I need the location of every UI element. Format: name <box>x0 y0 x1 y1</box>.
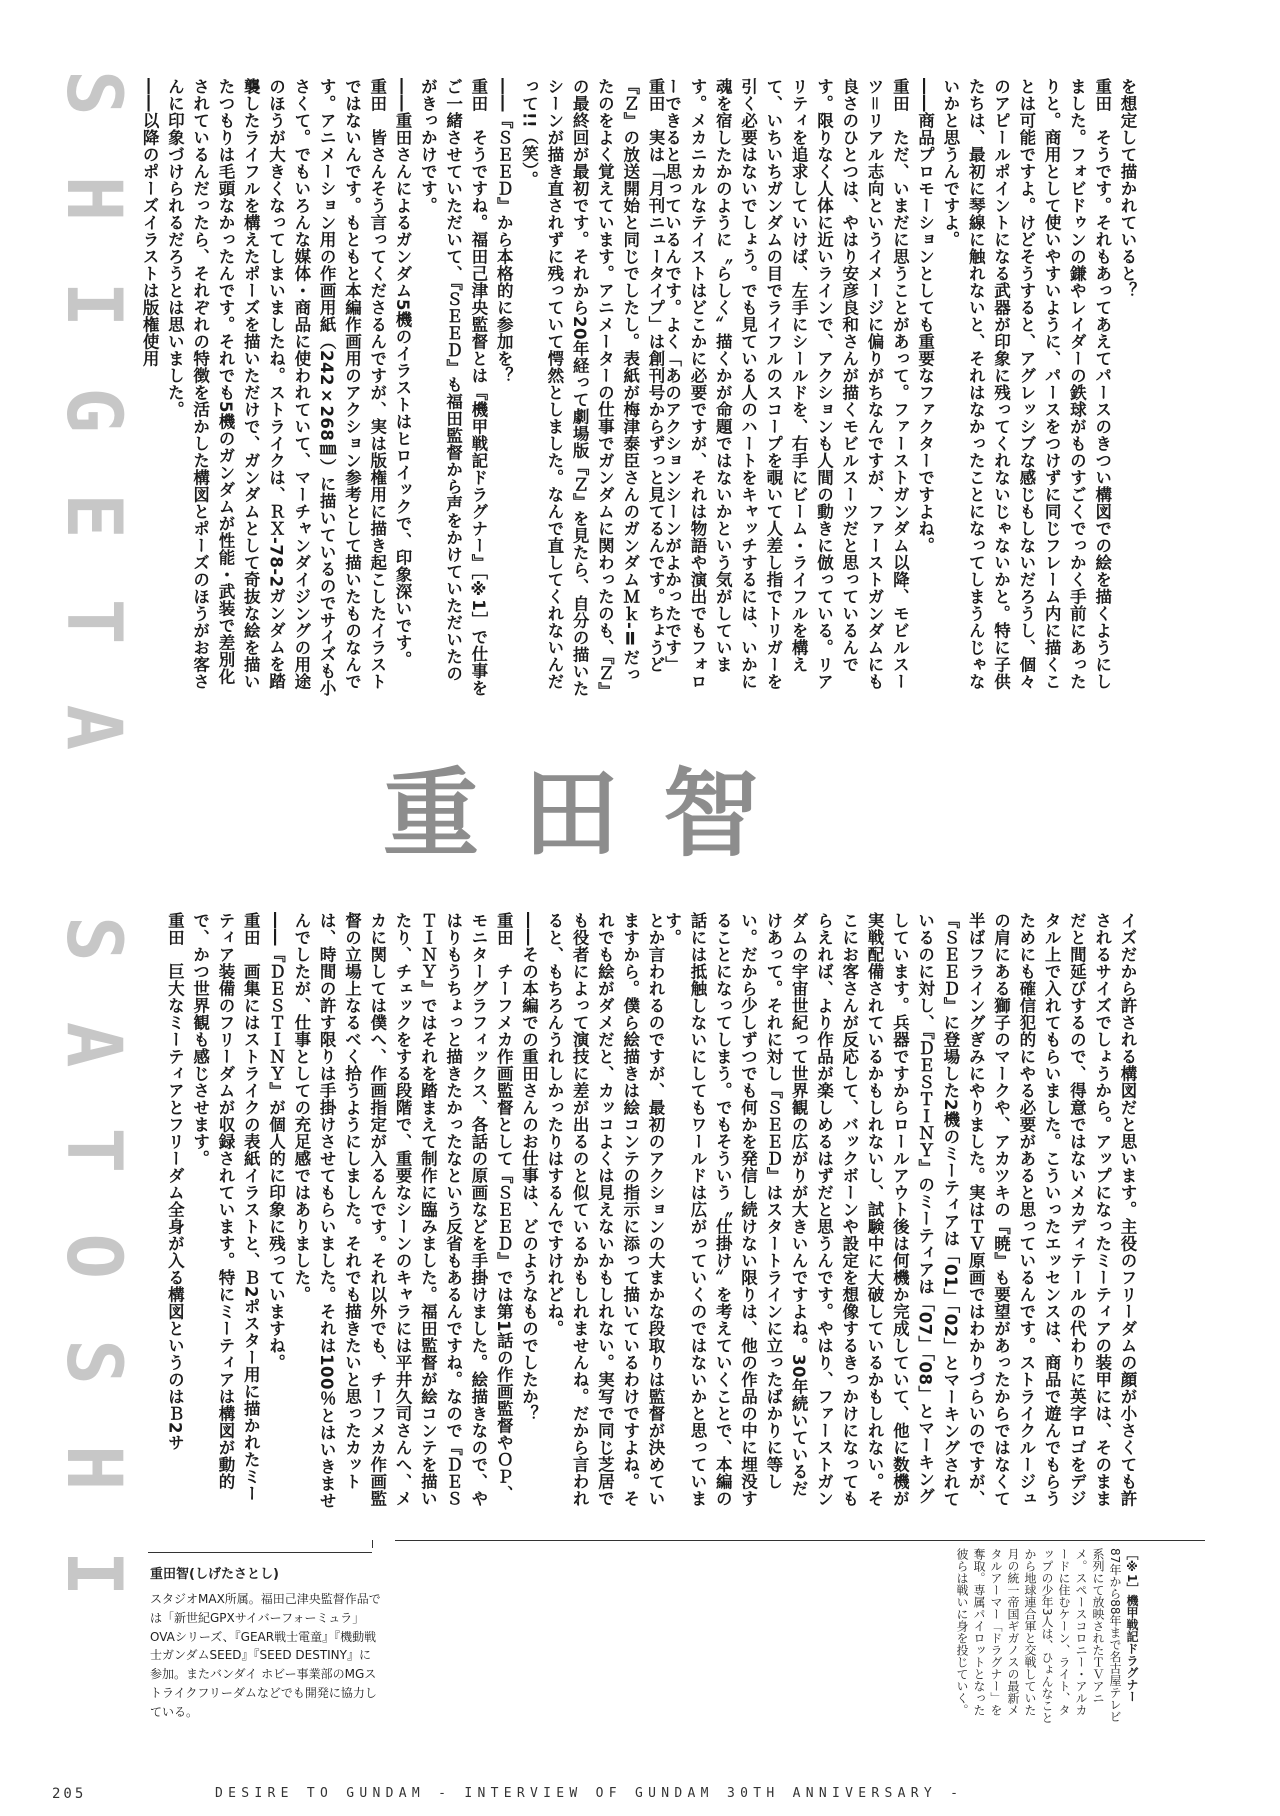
footnote <box>952 1548 1140 1724</box>
divider-tick <box>372 1540 373 1548</box>
section-divider <box>395 1540 1205 1541</box>
profile-name: 重田智(しげたさとし) <box>150 1567 279 1582</box>
profile-body: スタジオMAX所属。福田己津央監督作品では「新世紀GPXサイバーフォーミュラ」OVAシリーズ、『GEAR戦士電童』『機動戦士ガンダムSEED』『SEED DESTINY』に参加。またバンダイ ホビー事業部のMGストライクフリーダムなどでも開発に協力している。 <box>150 1592 381 1719</box>
footnote-title: ［※1］機甲戦記ドラグナー <box>1125 1548 1139 1703</box>
article-column-upper-left: 重田 実は「月刊ニュータイプ」は創刊号からずっと見てるんです。ちょうど『Ｚ』の放送開始と同じでしたし。表紙が梅津泰臣さんのガンダムＭｋ-Ⅱだったのをよく覚えています。アニメーターの仕事でガンダムに関わったのも、『Ｚ』の最終回が最初です。それから20年経って劇場版『Ｚ』を見たら、自分の描いたシーンが描き直されずに残っていて愕然としました。なんで直してくれないんだって!!（笑）。 ――『ＳＥＥＤ』から本格的に参加を？ 重田 そうですね。福田己津央監督とは『機甲戦記ドラグナー』［※1］で仕事をご一緒させていただいて、『ＳＥＥＤ』も福田監督から声をかけていただいたのがきっかけです。 ――重田さんによるガンダム5機のイラストはヒロイックで、印象深いです。 重田 皆さんそう言ってくださるんですが、実は版権用に描き起こしたイラストではないんです。もともと本編作画用のアクション参考として描いたものなんです。アニメーション用の作画用紙（242×268㎜）に描いているのでサイズも小さくて。でもいろんな媒体・商品に使われていて、マーチャンダイジングの用途のほうが大きくなってしまいましたね。ストライクは、ＲＸ-78-2ガンダムを踏襲したライフルを構えたポーズを描いただけで、ガンダムとして奇抜な絵を描いたつもりは毛頭なかったんです。それでも5機のガンダムが性能・武装で差別化されているんだったら、それぞれの特徴を活かした構図とポーズのほうがお客さんに印象づけられるだろうとは思いました。 ――以降のポーズイラストは版権使用 <box>140 78 665 697</box>
footnote-body: 87年から88年まで名古屋テレビ系列にて放映されたＴＶアニメ。スペースコロニー・アルカードに住むケーン、ライト、タップの少年3人は、ひょんなことから地球連合軍と交戦していた月の統一帝国ギガノスの最新メタルアーマー「ドラグナー」を奪取。専属パイロットとなった彼らは戦いに身を投じていく。 <box>955 1548 1122 1724</box>
footer-running-title: DESIRE TO GUNDAM - INTERVIEW OF GUNDAM 30TH ANNIVERSARY - <box>215 1786 964 1801</box>
profile-top-rule <box>148 1552 372 1553</box>
page-title: 重田智 <box>383 758 803 870</box>
article-column-upper-right: を想定して描かれていると？ 重田 そうです。それもあってあえてパースのきつい構図での絵を描くようにしました。フォビドゥンの鎌やレイダーの鉄球がものすごくでっかく手前にあったりと。商用として使いやすいように、パースをつけずに同じフレーム内に描くことは可能ですよ。けどそうすると、アグレッシブな感じもしないだろうし、個々のアピールポイントになる武器が印象に残ってくれないじゃないかと。特に子供たちは、最初に琴線に触れないと、それはなかったことになってしまうんじゃないかと思うんですよ。 ――商品プロモーションとしても重要なファクターですよね。 重田 ただ、いまだに思うことがあって。ファーストガンダム以降、モビルスーツ＝リアル志向というイメージに偏りがちなんですが、ファーストガンダムにも良さのひとつは、やはり安彦良和さんが描くモビルスーツだと思っているんです。限りなく人体に近いラインで、アクションも人間の動きに倣っている。リアリティを追求していけば、左手にシールドを、右手にビーム・ライフルを構えて、いちいちガンダムの目でライフルのスコープを覗いて人差し指でトリガーを引く必要はないでしょう。でも見ている人のハートをキャッチするには、いかに魂を宿したかのように〝らしく〟描くかが命題ではないかという気がしています。メカニカルなテイストはどこかに必要ですが、それは物語や演出でもフォローできると思っているんです。よく「あのアクションシーンがよかったです」 <box>662 78 1137 690</box>
article-column-lower-left: とか言われるのですが、最初のアクションの大まかな段取りは監督が決めていますから。僕ら絵描きは絵コンテの指示に添って描いているわけですよね。それでも絵がダメだと、カッコよくは見えないかもしれない。実写で同じ芝居でも役者によって演技に差が出るのと似ているかもしれませんね。だから言われると、もちろんうれしかったりはするんですけれどね。 ――その本編での重田さんのお仕事は、どのようなものでしたか？ 重田 チーフメカ作画監督として『ＳＥＥＤ』では第1話の作画監督やＯＰ、モニターグラフィックス、各話の原画などを手掛けました。絵描きなので、やはりもうちょっと描きたかったなという反省もあるんですね。なので『ＤＥＳＴＩＮＹ』ではそれを踏まえて制作に臨みました。福田監督が絵コンテを描いたり、チェックをする段階で、重要なシーンのキャラには平井久司さんへ、メカに関しては僕へ、作画指定が入るんです。それ以外でも、チーフメカ作画監督の立場上なるべく拾うようにしました。それでも描きたいと思ったカットは、時間の許す限りは手掛けさせてもらいました。それは100％とはいきませんでしたが、仕事としての充足感ではありました。 ――『ＤＥＳＴＩＮＹ』が個人的に印象に残っていますね。 重田 画集にはストライクの表紙イラストと、Ｂ2ポスター用に描かれたミーティア装備のフリーダムが収録されています。特にミーティアは構図が動的で、かつ世界観も感じさせます。 重田 巨大なミーティアとフリーダム全身が入る構図というのはＢ2サ <box>165 912 665 1509</box>
article-column-lower-right: イズだから許される構図だと思います。主役のフリーダムの顔が小さくても許されるサイズでしょうから。アップになったミーティアの装甲には、そのままだと間延びするので、得意ではないメカディテールの代わりに英字ロゴをデジタル上で入れてもらいました。こういったエッセンスは、商品で遊んでもらうためにも確信犯的にやる必要があると思っているんです。ストライクルージュの肩にある獅子のマークや、アカツキの『暁』も要望があったからではなくて半ばフライングぎみにやりました。実はＴＶ原画ではわかりづらいのですが、『ＳＥＥＤ』に登場した2機のミーティアは「01」「02」とマーキングされているのに対し、『ＤＥＳＴＩＮＹ』のミーティアは「07」「08」とマーキングしています。兵器ですからロールアウト後は何機か完成していて、他に数機が実戦配備されているかもしれないし、試験中に大破しているかもしれない。そこにお客さんが反応して、バックボーンや設定を想像するきっかけになってもらえれば、より作品が楽しめるはずだと思うんです。やはり、ファーストガンダムの宇宙世紀って世界観の広がりが大きいんですよね。30年続いているだけあって。それに対し『ＳＥＥＤ』はスタートラインに立ったばかりに等しい。だから少しずつでも何かを発信し続けない限りは、他の作品の中に埋没することになってしまう。でもそういう〝仕掛け〟を考えていくことで、本編の話には抵触しないにしてもワールドは広がっていくのではないかと思っています。 <box>662 912 1137 1508</box>
page-number: 205 <box>52 1786 87 1802</box>
side-title-decoration: SHIGETA SATOSHI <box>50 70 139 1657</box>
